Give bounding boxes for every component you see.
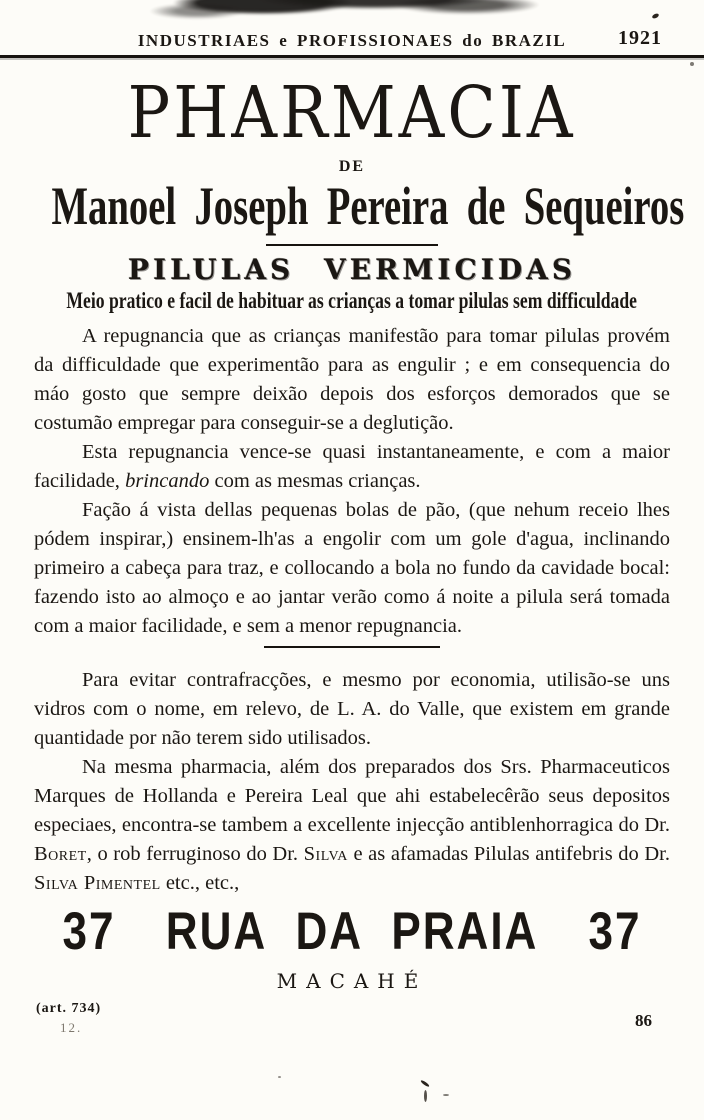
page-footer [0, 1001, 704, 1036]
ink-speck [278, 1076, 281, 1078]
header-year: 1921 [618, 27, 662, 49]
body-text [0, 322, 704, 898]
header-rule [0, 55, 704, 58]
page-header [0, 0, 704, 51]
ink-speck [420, 1079, 430, 1087]
article-note: (art. 734) [36, 1001, 102, 1016]
footer-note: 12. [60, 1020, 83, 1035]
paragraph-5-text-3: e as afamadas Pilulas antifebris do Dr. [347, 843, 670, 865]
section-heading-text: PILULAS VERMICIDAS [127, 253, 577, 286]
paragraph-2-italic-word: brincando [125, 470, 210, 492]
paragraph-1 [34, 322, 670, 438]
page-number: 86 [635, 1011, 652, 1030]
city-name: MACAHÉ [276, 969, 428, 993]
street-address [0, 900, 704, 962]
masthead-connector: DE [338, 158, 366, 175]
paragraph-2-text-end: com as mesmas crianças. [209, 470, 421, 492]
address-number-left: 37 [62, 900, 116, 961]
paragraph-5-text-4: etc., etc., [160, 872, 240, 894]
paragraph-2 [34, 438, 670, 496]
paragraph-5-text: Na mesma pharmacia, além dos preparados dos Srs. Pharmaceuticos Marques de Hollanda e Pereira Leal que ahi estabelecêrão seus depositos especiaes, encontra-se tambem a excellente injecção antiblenhorragica do Dr. [34, 756, 670, 836]
section-divider-rule [264, 646, 440, 648]
doctor-name-boret: Boret [34, 843, 87, 865]
pharmacy-title-text: PHARMACIA [127, 70, 576, 155]
owner-name-text: Manoel Joseph Pereira de Sequeiros [51, 176, 685, 236]
ink-speck [424, 1090, 427, 1102]
pharmacy-title [0, 70, 704, 155]
doctor-name-silva: Silva [303, 843, 348, 865]
owner-name [0, 176, 704, 236]
address-street: RUA DA PRAIA [165, 900, 539, 961]
paragraph-4-text: Para evitar contrafracções, e mesmo por economia, utilisão-se uns vidros com o nome, em relevo, de L. A. do Valle, que existem em grande quantidade por não terem sido utilisados. [34, 669, 670, 749]
section-heading [0, 253, 704, 286]
paragraph-3 [34, 496, 670, 641]
ink-speck [690, 62, 694, 66]
owner-underline-rule [266, 244, 438, 246]
ink-speck [443, 1094, 449, 1096]
section-subheading-text: Meio pratico e facil de habituar as crianças a tomar pilulas sem difficuldade [66, 286, 638, 314]
doctor-name-silva-pimentel: Silva Pimentel [34, 872, 161, 894]
paragraph-5 [34, 753, 670, 898]
paragraph-1-text: A repugnancia que as crianças manifestão para tomar pilulas provém da difficuldade que experimentão para as engulir ; e em consequencia do máo gosto que sempre deixão depois dos esforços demorados que se costumão empregar para conseguir-se a deglutição. [34, 325, 670, 434]
paragraph-5-text-2: , o rob ferruginoso do Dr. [86, 843, 304, 865]
header-title: INDUSTRIAES e PROFISSIONAES do BRAZIL [137, 31, 567, 50]
paragraph-3-text: Fação á vista dellas pequenas bolas de pão, (que nehum receio lhes pódem inspirar,) ensinem-lh'as a engolir com um gole d'agua, inclinando primeiro a cabeça para traz, e collocando a bola no fundo da cavidade bocal: fazendo isto ao almoço e ao jantar verão como á noite a pilula será tomada com a maior facilidade, e sem a menor repugnancia. [34, 499, 670, 637]
paragraph-4 [34, 666, 670, 753]
section-subheading [0, 288, 704, 313]
paragraph-2-text: Esta repugnancia vence-se quasi instantaneamente, e com a maior facilidade, [34, 441, 670, 492]
address-number-right: 37 [588, 900, 642, 961]
